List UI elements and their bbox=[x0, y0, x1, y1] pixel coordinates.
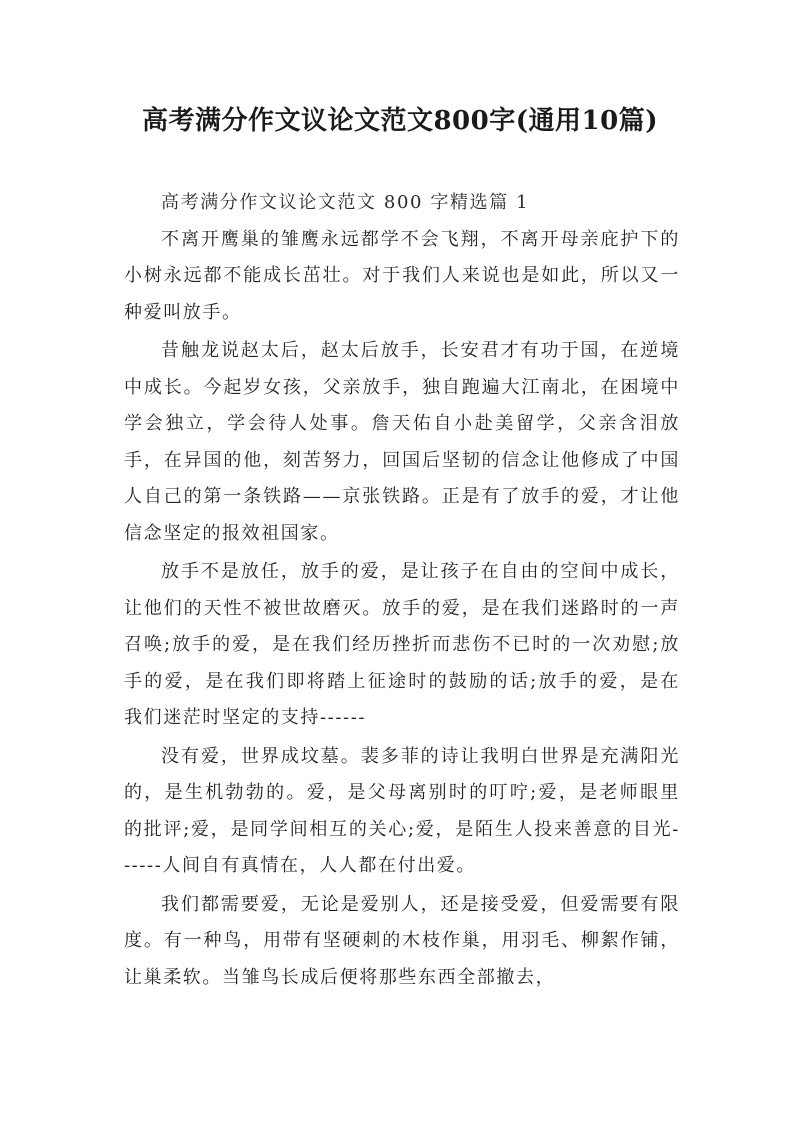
paragraph-2: 昔触龙说赵太后，赵太后放手，长安君才有功于国，在逆境中成长。今起岁女孩，父亲放手，独自跑遍大江南北，在困境中学会独立，学会待人处事。詹天佑自小赴美留学，父亲含泪放手，在异国的他，刻苦努力，回国后坚韧的信念让他修成了中国人自己的第一条铁路——京张铁路。正是有了放手的爱，才让他信念坚定的报效祖国家。 bbox=[124, 340, 680, 544]
section-heading: 高考满分作文议论文范文 800 字精选篇 1 bbox=[161, 192, 530, 213]
paragraph-4: 没有爱，世界成坟墓。裴多菲的诗让我明白世界是充满阳光的，是生机勃勃的。爱，是父母离别时的叮咛;爱，是老师眼里的批评;爱，是同学间相互的关心;爱，是陌生人投来善意的目光------人间自有真情在，人人都在付出爱。 bbox=[124, 745, 680, 876]
paragraph-1: 不离开鹰巢的雏鹰永远都学不会飞翔，不离开母亲庇护下的小树永远都不能成长茁壮。对于我们人来说也是如此，所以又一种爱叫放手。 bbox=[124, 228, 680, 323]
document-title: 高考满分作文议论文范文800字(通用10篇) bbox=[141, 106, 659, 136]
document-body bbox=[124, 185, 680, 998]
paragraph-3: 放手不是放任，放手的爱，是让孩子在自由的空间中成长，让他们的天性不被世故磨灭。放手的爱，是在我们迷路时的一声召唤;放手的爱，是在我们经历挫折而悲伤不已时的一次劝慰;放手的爱，是在我们即将踏上征途时的鼓励的话;放手的爱，是在我们迷茫时坚定的支持------ bbox=[124, 561, 680, 728]
paragraph-5: 我们都需要爱，无论是爱别人，还是接受爱，但爱需要有限度。有一种鸟，用带有坚硬刺的木枝作巢，用羽毛、柳絮作铺，让巢柔软。当雏鸟长成后便将那些东西全部撤去， bbox=[124, 893, 680, 988]
